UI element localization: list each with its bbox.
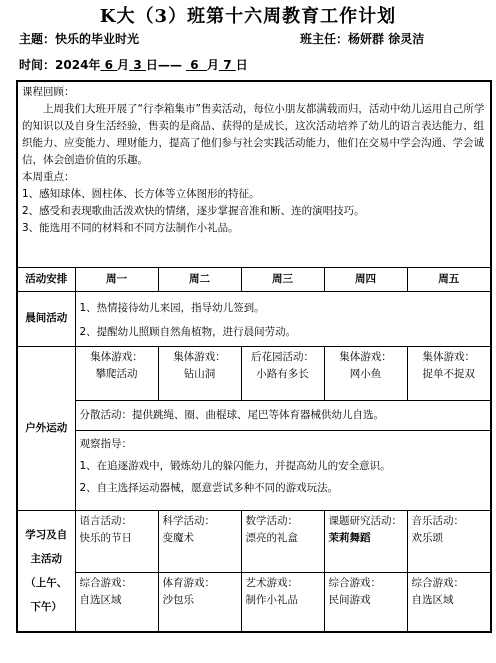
morning-cell xyxy=(75,291,491,346)
day-thursday: 周四 xyxy=(324,267,407,291)
day-monday: 周一 xyxy=(75,267,158,291)
outdoor-scattered-row xyxy=(17,400,491,430)
time-day-char-2: 日 xyxy=(235,58,248,72)
morning-item: 2、提醒幼儿照顾自然角植物，进行晨间劳动。 xyxy=(79,325,297,338)
guide-item: 2、自主选择运动器械，愿意尝试多种不同的游戏玩法。 xyxy=(79,481,339,494)
time-day2: 7 xyxy=(223,58,232,72)
time-month-char-1: 月 xyxy=(117,58,130,72)
learning-row-2 xyxy=(17,572,491,632)
learning-thu-2: 综合游戏： 民间游戏 xyxy=(324,572,407,632)
outdoor-game-fri: 集体游戏： 捉单不捉双 xyxy=(407,346,491,400)
focus-item: 3、能选用不同的材料和不同方法制作小礼品。 xyxy=(22,222,239,234)
time-month1: 6 xyxy=(104,58,113,72)
time-day1: 3 xyxy=(133,58,142,72)
teacher-label: 班主任： xyxy=(300,32,349,46)
learning-row-1 xyxy=(17,510,491,572)
guide-item: 1、在追逐游戏中，锻炼幼儿的躲闪能力，并提高幼儿的安全意识。 xyxy=(79,459,391,472)
day-wednesday: 周三 xyxy=(241,267,324,291)
outdoor-games-row xyxy=(17,346,491,400)
outdoor-game-mon: 集体游戏： 攀爬活动 xyxy=(75,346,158,400)
learning-mon-1: 语言活动： 快乐的节日 xyxy=(75,510,158,572)
schedule-label: 活动安排 xyxy=(17,267,75,291)
learning-fri-1: 音乐活动： 欢乐颂 xyxy=(407,510,491,572)
time-dash: —— xyxy=(157,58,187,72)
morning-item: 1、热情接待幼儿来园，指导幼儿签到。 xyxy=(79,301,265,314)
outdoor-guide xyxy=(75,430,491,510)
schedule-header-row xyxy=(17,267,491,291)
learning-tue-2: 体育游戏： 沙包乐 xyxy=(158,572,241,632)
teacher-row xyxy=(300,30,424,47)
learning-wed-1: 数学活动： 漂亮的礼盒 xyxy=(241,510,324,572)
outdoor-guide-row xyxy=(17,430,491,510)
outdoor-label: 户外运动 xyxy=(17,346,75,510)
time-month2: 6 xyxy=(190,58,199,72)
review-title: 课程回顾： xyxy=(22,86,75,98)
theme-value: 快乐的毕业时光 xyxy=(55,32,140,46)
morning-row xyxy=(17,291,491,346)
learning-tue-1: 科学活动： 变魔术 xyxy=(158,510,241,572)
theme-row xyxy=(19,30,139,47)
focus-item: 2、感受和表现歌曲活泼欢快的情绪，逐步掌握音准和断、连的演唱技巧。 xyxy=(22,205,365,217)
morning-label: 晨间活动 xyxy=(17,291,75,346)
time-label: 时间： xyxy=(19,58,56,72)
learning-fri-2: 综合游戏： 自选区域 xyxy=(407,572,491,632)
learning-wed-2: 艺术游戏： 制作小礼品 xyxy=(241,572,324,632)
learning-thu-1: 课题研究活动： 茉莉舞蹈 xyxy=(324,510,407,572)
time-row xyxy=(19,56,248,73)
teacher-value: 杨妍群 徐灵洁 xyxy=(348,32,425,46)
learning-mon-2: 综合游戏： 自选区域 xyxy=(75,572,158,632)
outdoor-game-thu: 集体游戏： 网小鱼 xyxy=(324,346,407,400)
review-row xyxy=(17,81,491,267)
plan-table xyxy=(16,80,492,633)
focus-item: 1、感知球体、圆柱体、长方体等立体图形的特征。 xyxy=(22,188,260,200)
time-month-char-2: 月 xyxy=(207,58,220,72)
page-title: K大（3）班第十六周教育工作计划 xyxy=(99,6,397,27)
day-friday: 周五 xyxy=(407,267,491,291)
theme-label: 主题： xyxy=(19,32,56,46)
review-cell xyxy=(17,81,491,267)
focus-title: 本周重点： xyxy=(22,171,75,183)
outdoor-game-wed: 后花园活动： 小路有多长 xyxy=(241,346,324,400)
outdoor-scattered: 分散活动：提供跳绳、圈、曲棍球、尾巴等体育器械供幼儿自选。 xyxy=(75,400,491,430)
day-tuesday: 周二 xyxy=(158,267,241,291)
time-day-char-1: 日 xyxy=(145,58,158,72)
review-body: 上周我们大班开展了“行李箱集市”售卖活动，每位小朋友都满载而归，活动中幼儿运用自己所学的知识以及自身生活经验，售卖的是商品、获得的是成长，这次活动培养了幼儿的语言表达能力、组织能力、应变能力、理财能力，提高了他们参与社会实践活动能力，他们在交易中学会沟通、学会诚信，体会创造价值的乐趣。 xyxy=(22,103,485,166)
outdoor-game-tue: 集体游戏： 钻山洞 xyxy=(158,346,241,400)
learning-label: 学习及自 主活动 （上午、 下午） xyxy=(17,510,75,632)
time-year: 2024年 xyxy=(55,58,101,72)
guide-title: 观察指导： xyxy=(79,437,132,450)
